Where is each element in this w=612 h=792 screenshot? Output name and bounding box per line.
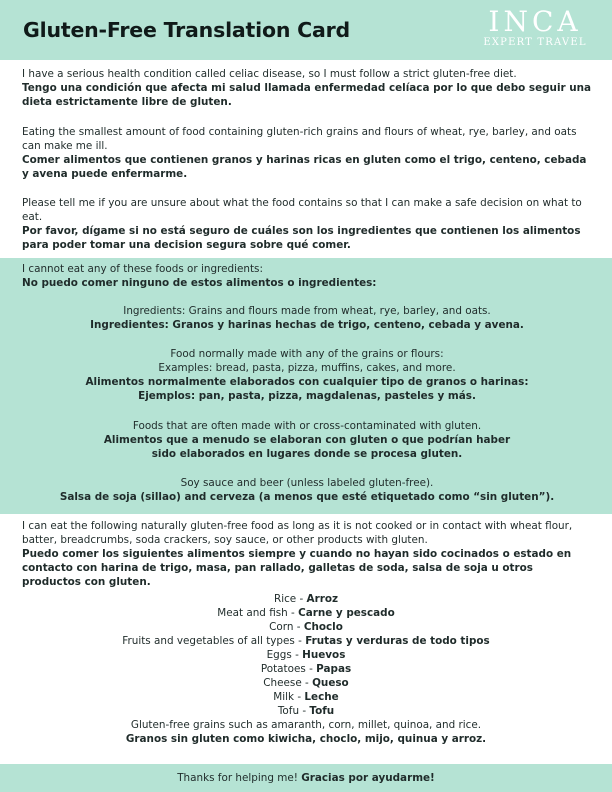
item-separator: - [287,607,299,619]
item-spanish: Frutas y verduras de todo tipos [305,635,490,647]
page-title: Gluten-Free Translation Card [23,18,351,42]
intro-2-spanish: Comer alimentos que contienen granos y harinas ricas en gluten como el trigo, centeno, cebada y avena puede enfermarme. [22,154,587,180]
item-separator: - [301,677,313,689]
list-item [0,648,612,662]
grains-spanish: Granos sin gluten como kiwicha, choclo, mijo, quinua y arroz. [125,733,487,745]
item-spanish: Papas [316,663,352,675]
list-item [0,592,612,606]
list-item [0,704,612,718]
group-2-spanish-line-1: Alimentos normalmente elaborados con cualquier tipo de granos o harinas: [85,376,529,388]
footer-thanks [0,771,612,785]
list-item [0,690,612,704]
group-1-english: Ingredients: Grains and flours made from wheat, rye, barley, and oats. [123,305,491,317]
cannot-eat-english: I cannot eat any of these foods or ingredients: [22,263,263,275]
intro-paragraph-2 [22,125,592,181]
safe-foods-list [0,592,612,746]
item-english: Fruits and vegetables of all types [122,635,295,647]
item-spanish: Choclo [303,621,343,633]
item-english: Meat and fish [217,607,288,619]
intro-paragraph-3 [22,196,592,252]
logo-wordmark: INCA [488,5,582,38]
intro-2-english: Eating the smallest amount of food containing gluten-rich grains and flours of wheat, rye, barley, and oats can make me ill. [22,126,577,152]
intro-3-english: Please tell me if you are unsure about what the food contains so that I can make a safe decision on what to eat. [22,197,582,223]
item-english: Tofu [277,705,300,717]
list-item [0,606,612,620]
brand-logo [480,7,590,49]
item-separator: - [291,649,303,661]
item-spanish: Leche [304,691,339,703]
group-2-english-line-2: Examples: bread, pasta, pizza, muffins, cakes, and more. [158,362,456,374]
logo-tagline: EXPERT TRAVEL [483,37,587,48]
item-spanish: Carne y pescado [298,607,395,619]
item-separator: - [294,691,305,703]
item-english: Milk [273,691,295,703]
item-english: Potatoes [260,663,306,675]
group-1-spanish: Ingredientes: Granos y harinas hechas de trigo, centeno, cebada y avena. [90,319,524,331]
group-4-english: Soy sauce and beer (unless labeled gluten-free). [180,477,434,489]
forbidden-group-ingredients [22,304,592,332]
item-english: Cheese [263,677,302,689]
intro-1-spanish: Tengo una condición que afecta mi salud llamada enfermedad celíaca por lo que debo seguir una dieta estrictamente libre de gluten. [22,82,592,108]
forbidden-group-grain-foods [22,347,592,403]
item-spanish: Arroz [306,593,339,605]
cannot-eat-heading [22,262,592,290]
group-4-spanish: Salsa de soja (sillao) and cerveza (a menos que esté etiquetado como “sin gluten”). [59,491,555,503]
item-english: Corn [269,621,294,633]
intro-1-english: I have a serious health condition called celiac disease, so I must follow a strict gluten-free diet. [22,68,517,80]
list-item [0,676,612,690]
group-3-spanish-line-1: Alimentos que a menudo se elaboran con gluten o que podrían haber [103,434,511,446]
item-spanish: Huevos [302,649,346,661]
can-eat-spanish: Puedo comer los siguientes alimentos siempre y cuando no hayan sido cocinados o estado en contacto con harina de trigo, masa, pan rallado, galletas de soda, salsa de soja u otros productos con gluten. [22,548,572,588]
list-item [0,620,612,634]
item-separator: - [294,635,306,647]
intro-paragraph-1 [22,67,592,109]
can-eat-intro [22,519,592,589]
group-2-spanish-line-2: Ejemplos: pan, pasta, pizza, magdalenas, pasteles y más. [138,390,476,402]
footer-english: Thanks for helping me! [177,772,298,784]
item-separator: - [299,705,310,717]
item-english: Eggs [266,649,292,661]
item-separator: - [305,663,317,675]
group-3-spanish-line-2: sido elaborados en lugares donde se procesa gluten. [151,448,463,460]
forbidden-group-soy-beer [22,476,592,504]
group-2-english-line-1: Food normally made with any of the grains or flours: [170,348,444,360]
item-separator: - [296,593,307,605]
intro-3-spanish: Por favor, dígame si no está seguro de cuáles son los ingredientes que contienen los alimentos para poder tomar una decision segura sobre qué comer. [22,225,581,251]
item-separator: - [293,621,304,633]
grains-english: Gluten-free grains such as amaranth, corn, millet, quinoa, and rice. [130,719,482,731]
can-eat-english: I can eat the following naturally gluten-free food as long as it is not cooked or in contact with wheat flour, batter, breadcrumbs, soda crackers, soy sauce, or other products with gluten. [22,520,573,546]
footer-spanish: Gracias por ayudarme! [301,772,435,784]
item-spanish: Tofu [309,705,335,717]
item-english: Rice [273,593,297,605]
list-item [0,634,612,648]
group-3-english: Foods that are often made with or cross-contaminated with gluten. [132,420,482,432]
forbidden-group-cross-contaminated [22,419,592,461]
item-spanish: Queso [312,677,349,689]
list-item [0,662,612,676]
cannot-eat-spanish: No puedo comer ninguno de estos alimentos o ingredientes: [22,277,377,289]
